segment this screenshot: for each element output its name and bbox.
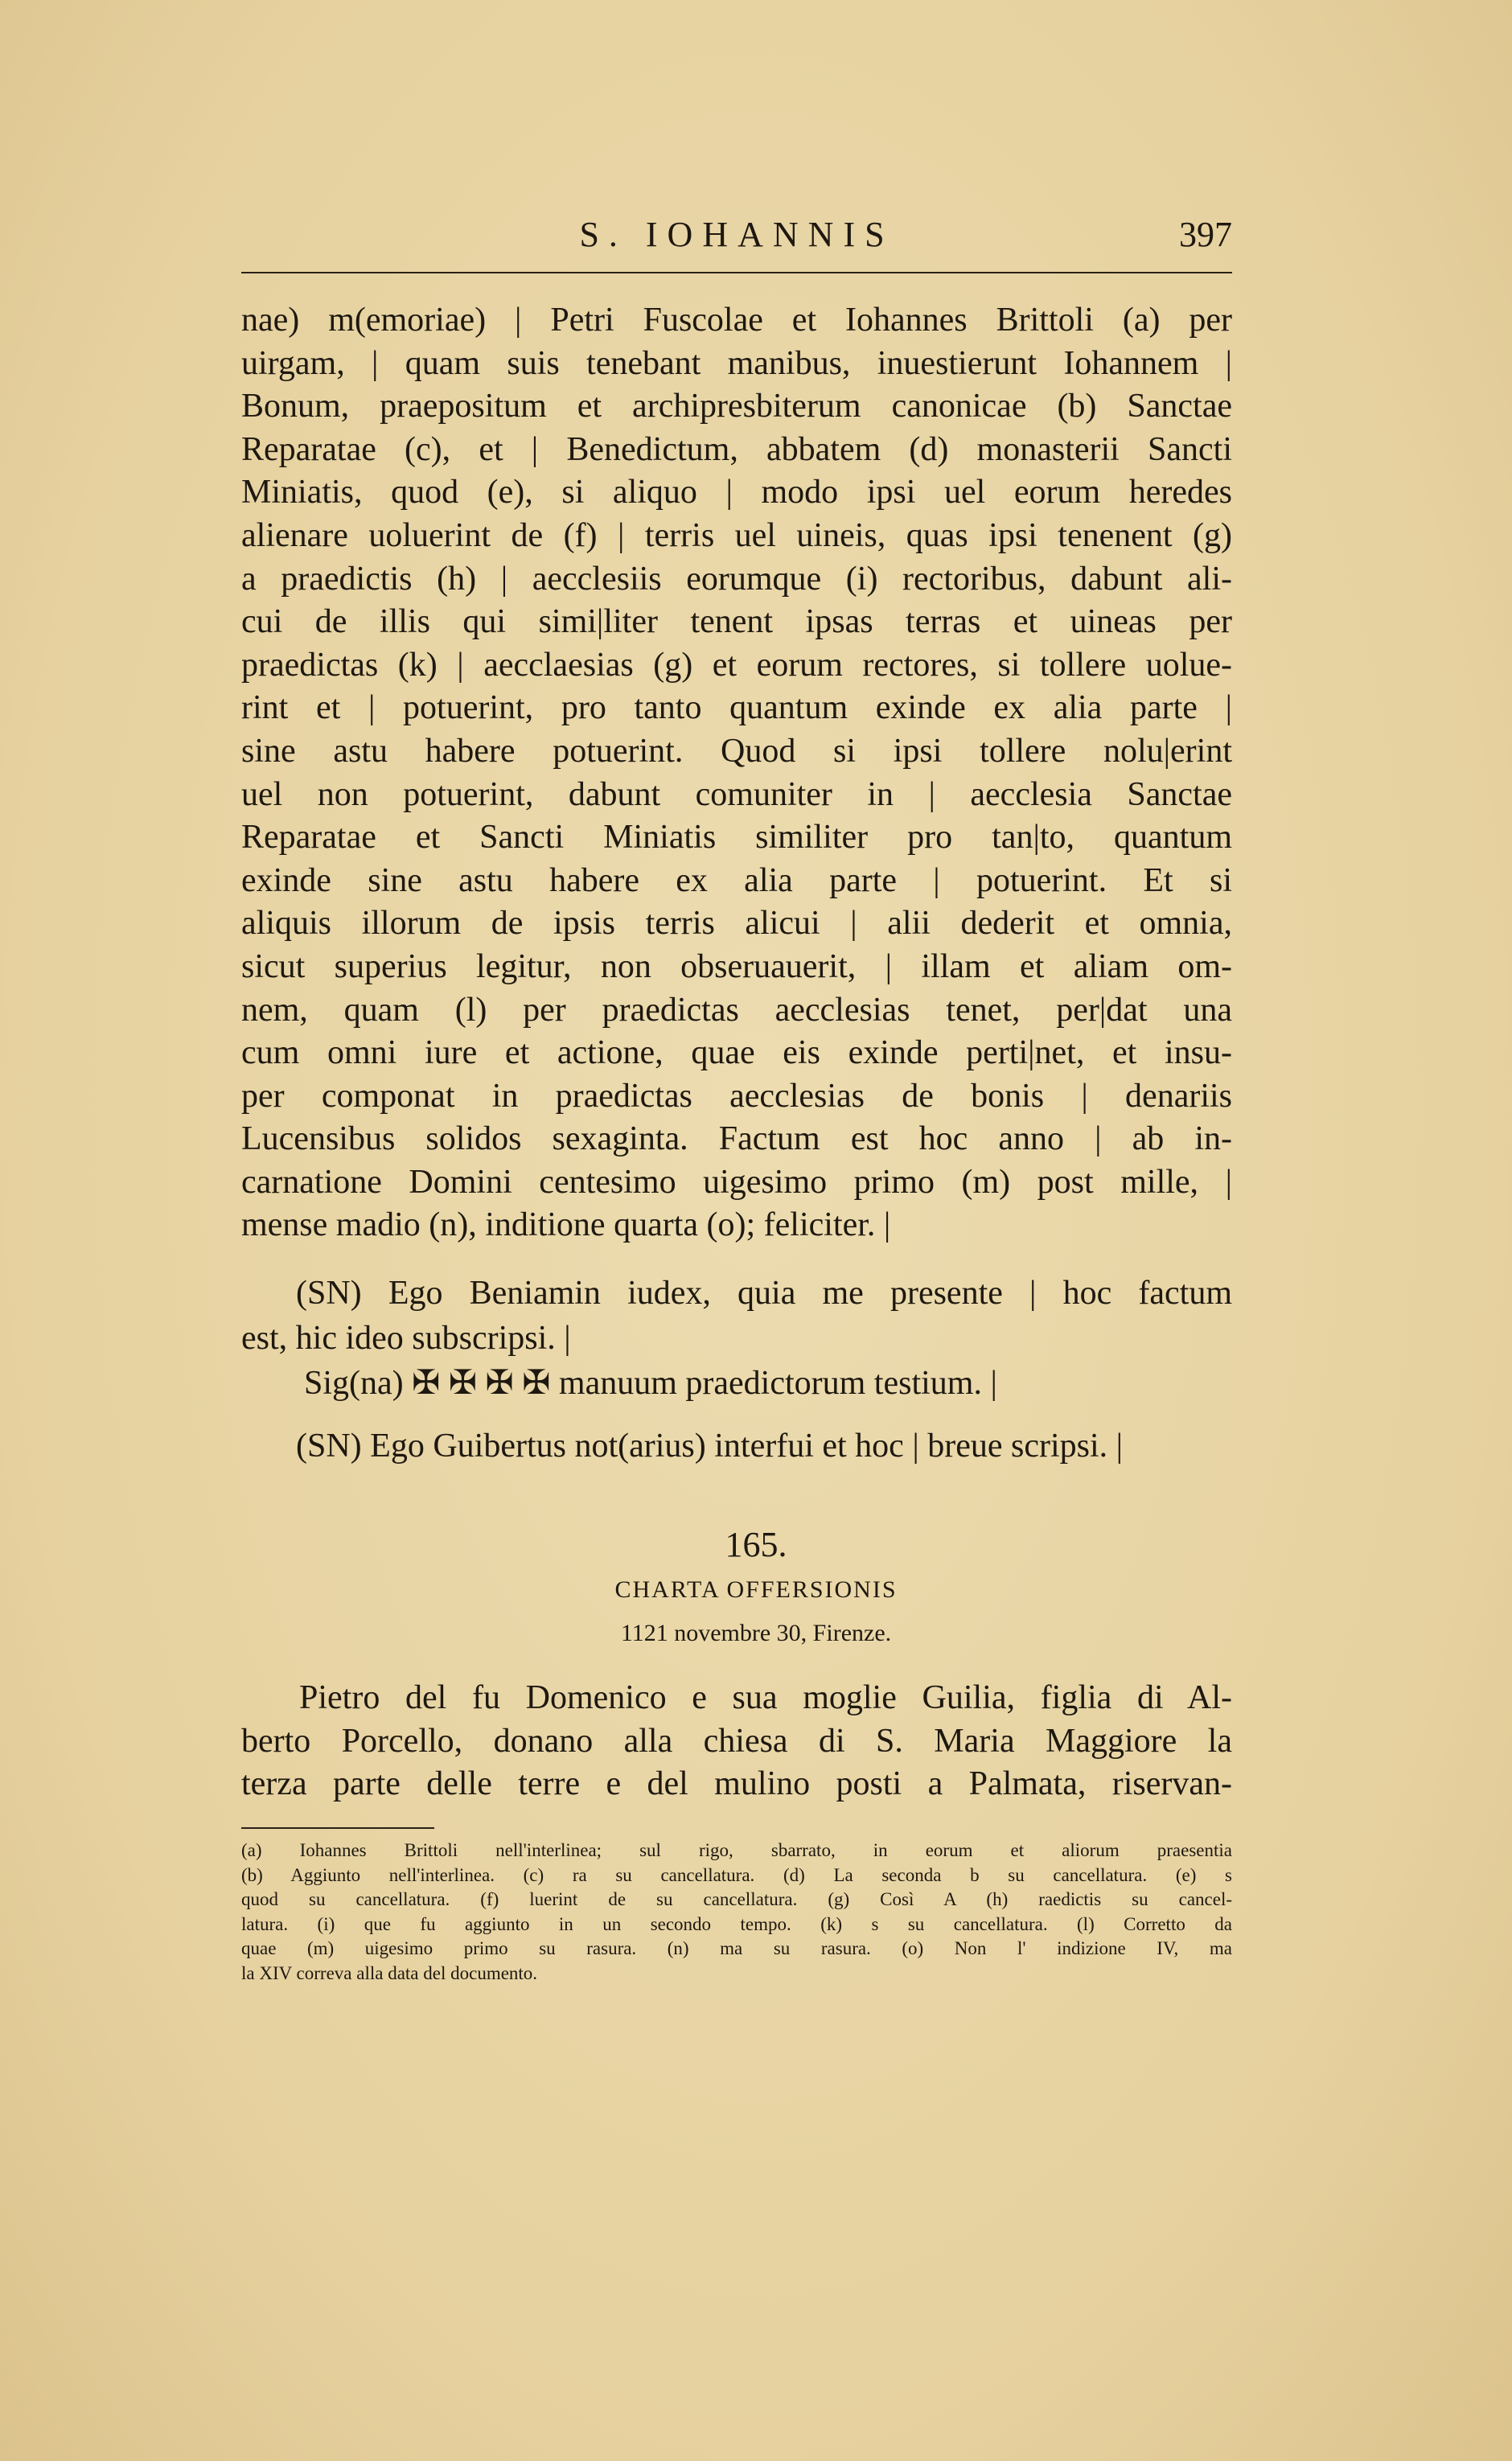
body-line: Bonum, praepositum et archipresbiterum canonicae (b) Sanctae [241,388,1232,425]
charter-body [241,299,1232,1247]
signature-line: Sig(na) ✠ ✠ ✠ ✠ manuum praedictorum testium. | [304,1365,997,1402]
header-rule [241,272,1232,273]
running-title: S. IOHANNIS [579,215,894,254]
regest-line: Pietro del fu Domenico e sua moglie Guilia, figlia di Al- [299,1679,1232,1716]
page-number: 397 [1179,215,1232,254]
body-line: uirgam, | quam suis tenebant manibus, inuestierunt Iohannem | [241,344,1232,382]
regest-line: berto Porcello, donano alla chiesa di S. Maria Maggiore la [241,1722,1232,1760]
body-line: Reparatae (c), et | Benedictum, abbatem (d) monasterii Sancti [241,430,1232,468]
footnotes [241,1839,1232,1986]
body-line: nae) m(emoriae) | Petri Fuscolae et Iohannes Brittoli (a) per [241,302,1232,339]
footnote-line: (b) Aggiunto nell'interlinea. (c) ra su cancellatura. (d) La seconda b su cancellatura. (e) s [241,1864,1232,1885]
body-line: alienare uoluerint de (f) | terris uel uineis, quas ipsi tenenent (g) [241,516,1232,554]
body-line: sine astu habere potuerint. Quod si ipsi tollere nolu|erint [241,732,1232,770]
page-header [241,211,1232,259]
footnote-line: quae (m) uigesimo primo su rasura. (n) ma su rasura. (o) Non l' indizione IV, ma [241,1938,1232,1958]
body-line: per componat in praedictas aecclesias de bonis | denariis [241,1077,1232,1115]
regest-line: terza parte delle terre e del mulino posti a Palmata, riservan- [241,1765,1232,1803]
footnote-rule [241,1827,434,1829]
body-line: cui de illis qui simi|liter tenent ipsas terras et uineas per [241,603,1232,641]
body-line: cum omni iure et actione, quae eis exinde perti|net, et insu- [241,1034,1232,1072]
footnote-line: quod su cancellatura. (f) luerint de su cancellatura. (g) Così A (h) raedictis su cancel- [241,1889,1232,1909]
body-line: a praedictis (h) | aecclesiis eorumque (i) rectoribus, dabunt ali- [241,560,1232,598]
footnote-line: la XIV correva alla data del documento. [241,1962,538,1983]
body-line: uel non potuerint, dabunt comuniter in | aecclesia Sanctae [241,775,1232,813]
body-line: aliquis illorum de ipsis terris alicui | alii dederit et omnia, [241,905,1232,943]
body-line: Miniatis, quod (e), si aliquo | modo ipsi uel eorum heredes [241,474,1232,512]
document-date: 1121 novembre 30, Firenze. [620,1620,892,1646]
footnote-line: latura. (i) que fu aggiunto in un secondo tempo. (k) s su cancellatura. (l) Corretto da [241,1913,1232,1934]
regest [241,1677,1232,1806]
body-line: Lucensibus solidos sexaginta. Factum est hoc anno | ab in- [241,1120,1232,1158]
body-line: sicut superius legitur, non obseruauerit, | illam et aliam om- [241,947,1232,985]
signature-line: (SN) Ego Beniamin iudex, quia me presente | hoc factum [296,1275,1232,1312]
signature-line: est, hic ideo subscripsi. | [241,1320,571,1357]
body-line: carnatione Domini centesimo uigesimo primo (m) post mille, | [241,1163,1232,1201]
body-line: exinde sine astu habere ex alia parte | potuerint. Et si [241,861,1232,899]
body-line: mense madio (n), inditione quarta (o); feliciter. | [241,1206,891,1244]
document-number: 165. [725,1525,787,1564]
body-line: nem, quam (l) per praedictas aecclesias tenet, per|dat una [241,991,1232,1029]
footnote-line: (a) Iohannes Brittoli nell'interlinea; sul rigo, sbarrato, in eorum et aliorum praesentia [241,1840,1232,1860]
body-line: rint et | potuerint, pro tanto quantum exinde ex alia parte | [241,689,1232,727]
signature-line: (SN) Ego Guibertus not(arius) interfui et hoc | breue scripsi. | [296,1428,1124,1465]
document-title: CHARTA OFFERSIONIS [614,1576,898,1603]
body-line: Reparatae et Sancti Miniatis similiter pro tan|to, quantum [241,819,1232,857]
body-line: praedictas (k) | aecclaesias (g) et eorum rectores, si tollere uolue- [241,646,1232,684]
